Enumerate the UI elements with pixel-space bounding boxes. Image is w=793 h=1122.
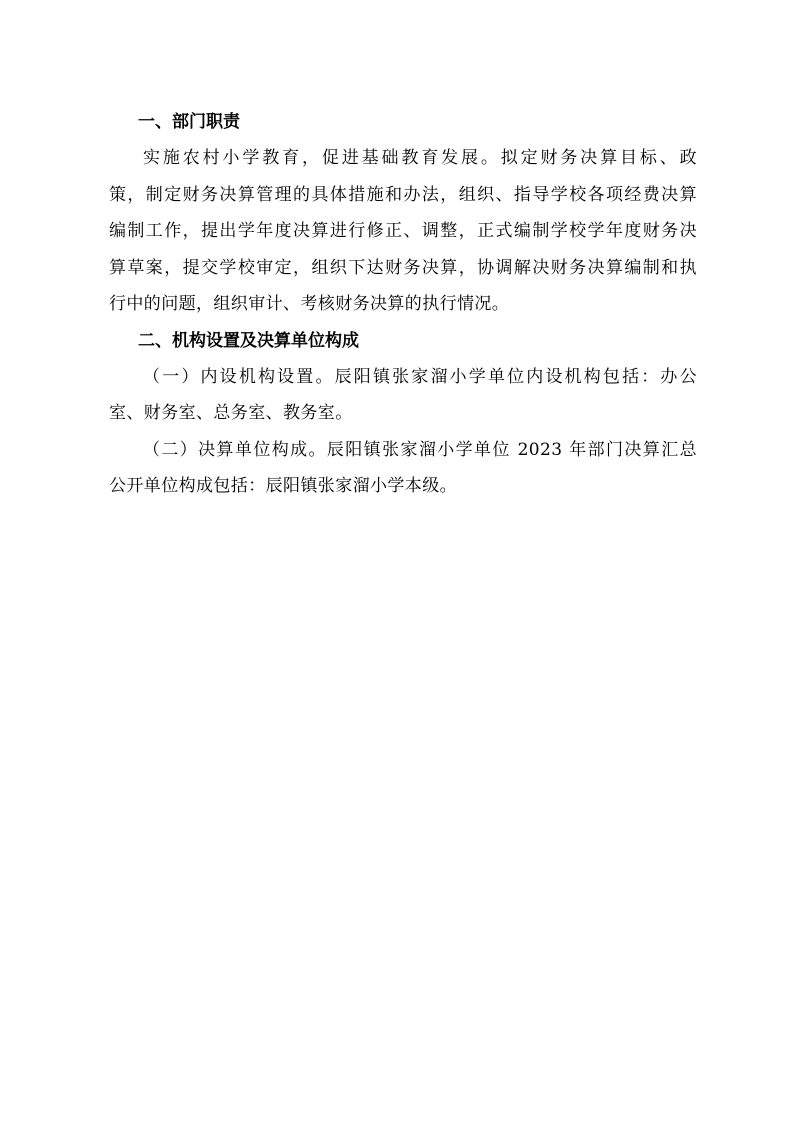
text-line: （二）决算单位构成。辰阳镇张家溜小学单位 2023 年部门决算汇总 xyxy=(143,439,697,460)
paragraph-budget-units xyxy=(109,432,697,505)
text-line: 策，制定财务决算管理的具体措施和办法，组织、指导学校各项经费决算 xyxy=(109,184,697,205)
text-line: 室、财务室、总务室、教务室。 xyxy=(109,403,353,423)
document-content xyxy=(109,104,697,505)
text-line: 算草案，提交学校审定，组织下达财务决算，协调解决财务决算编制和执 xyxy=(109,257,697,278)
text-line: 行中的问题，组织审计、考核财务决算的执行情况。 xyxy=(109,294,510,314)
text-line: 编制工作，提出学年度决算进行修正、调整，正式编制学校学年度财务决 xyxy=(109,221,697,241)
paragraph-internal-structure xyxy=(109,359,697,432)
section-heading-organization: 二、机构设置及决算单位构成 xyxy=(138,330,359,351)
section-heading-department-duties: 一、部门职责 xyxy=(138,112,240,132)
text-line: （一）内设机构设置。辰阳镇张家溜小学单位内设机构包括：办公 xyxy=(143,366,697,387)
text-line: 实施农村小学教育，促进基础教育发展。拟定财务决算目标、政 xyxy=(143,148,697,168)
paragraph-department-duties xyxy=(109,140,697,323)
text-line: 公开单位构成包括：辰阳镇张家溜小学本级。 xyxy=(109,476,457,496)
